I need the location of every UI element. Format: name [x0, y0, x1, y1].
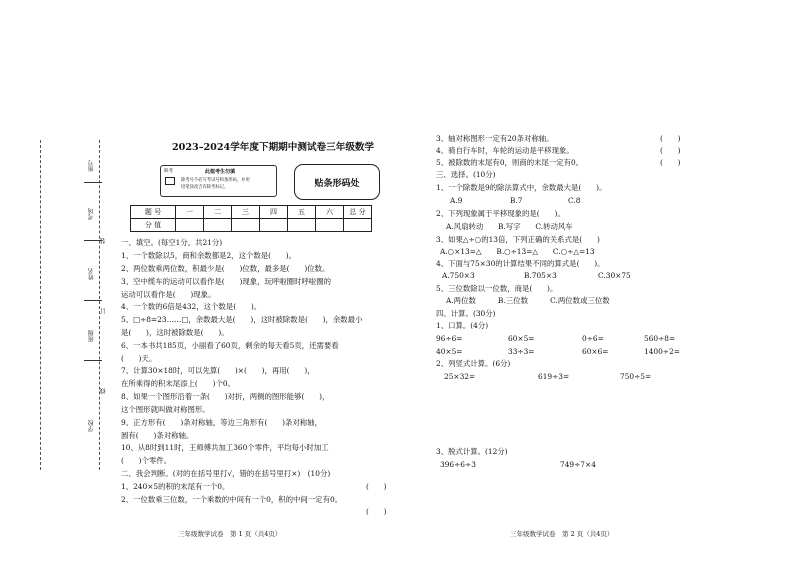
score-cell: 五	[288, 206, 316, 219]
question-line: 3、空中缆车的运动可以看作是( )现象，玩呼啦圈时呼啦圈的	[121, 277, 332, 286]
score-cell: 分 值	[131, 219, 176, 232]
notice-line-2: 铅笔涂改吉有缺考标记。	[181, 185, 229, 190]
school-label: 学校	[88, 420, 95, 432]
question-line: 5、被除数的末尾有0，则商的末尾一定有0。	[436, 158, 584, 167]
answer-bracket[interactable]: ( )	[660, 158, 681, 167]
subsection-stepwise: 3、脱式计算。(12分)	[436, 447, 508, 456]
score-cell: 题 号	[131, 206, 176, 219]
notice-box	[160, 165, 277, 197]
score-cell[interactable]	[344, 219, 372, 232]
answer-bracket[interactable]: ( )	[366, 507, 387, 516]
binding-margin	[0, 0, 118, 561]
stepwise-item: 749÷7×4	[560, 460, 596, 469]
seat-number-label: 座号	[88, 160, 95, 172]
bind-word-zhuang: 装	[100, 238, 107, 244]
fill-line	[84, 240, 102, 241]
question-line: 5、□÷8=23……□，余数最大是( )，这时被除数是( )，余数最小	[121, 315, 363, 324]
question-line: 1、一个除数是9的除法算式中，余数最大是( )。	[436, 183, 607, 192]
score-cell: 四	[260, 206, 288, 219]
choice-option[interactable]: A.9	[450, 196, 463, 205]
score-cell[interactable]	[232, 219, 260, 232]
question-line: 6、一本书共185页，小丽看了60页，剩余的每天看5页，还需要看	[121, 341, 339, 350]
class-label: 班级	[88, 330, 95, 342]
notice-line-1: 除考号不必写考试号和条形码，并用	[181, 178, 250, 183]
fill-line	[84, 360, 102, 361]
fill-line	[84, 182, 102, 183]
question-line: 1、一个数除以5，商和余数都是2，这个数是( )。	[121, 251, 297, 260]
vertical-item: 750÷5=	[620, 372, 652, 381]
score-cell[interactable]	[316, 219, 344, 232]
question-line: 10、从8时到11时，王师傅共加工360个零件，平均每小时加工	[121, 443, 329, 452]
bind-word-xian: 线	[100, 388, 107, 394]
section-true-false: 二、我会判断。(对的在括号里打√，错的在括号里打×) (10分)	[121, 469, 331, 478]
bind-word-ding: 订	[100, 308, 107, 314]
score-table-value-row	[131, 219, 372, 232]
oral-item: 560÷8=	[644, 334, 676, 343]
binding-line-outer	[40, 140, 41, 470]
question-line: 4、下面与75×30的计算结果不同的算式是( )。	[436, 259, 605, 268]
question-line: 2、下列现象属于平移现象的是( )。	[436, 209, 565, 218]
question-line: 3、轴对称图形一定有20条对称轴。	[436, 134, 554, 143]
question-line: 圆有( )条对称轴。	[121, 431, 194, 440]
score-table	[130, 205, 372, 232]
stepwise-item: 396÷6÷3	[440, 460, 476, 469]
choice-option[interactable]: B.7	[510, 196, 523, 205]
question-line: 1、240×5的积的末尾有一个0。	[121, 482, 230, 491]
section-choice: 三、选择。(10分)	[436, 170, 496, 179]
choice-options[interactable]: A.两位数 B.三位数 C.两位数或三位数	[446, 296, 610, 305]
question-line: 5、三位数除以一位数，商是( )。	[436, 284, 558, 293]
page-footer-right: 三年级数学试卷 第 2 页（共4页）	[510, 530, 614, 538]
question-line: 3、如果△÷○的13倍，下列正确的关系式是( )	[436, 235, 600, 244]
page-footer-left: 三年级数学试卷 第 1 页（共4页）	[178, 530, 282, 538]
choice-option[interactable]: C.8	[568, 196, 581, 205]
question-line: ( )天。	[121, 354, 157, 363]
question-line: 2、一位数乘三位数，一个乘数的中间有一个0，积的中间一定有0。	[121, 495, 343, 504]
oral-item: 60×5=	[508, 334, 535, 343]
score-table-header-row	[131, 206, 372, 219]
oral-item: 96÷6=	[436, 334, 463, 343]
score-cell: 六	[316, 206, 344, 219]
question-line: 这个图形就叫做对称图形。	[121, 405, 210, 414]
choice-options[interactable]: A.○×13=△ B.○÷13=△ C.○÷△=13	[440, 247, 595, 256]
score-cell: 一	[176, 206, 204, 219]
question-line: 7、计算30×18时，可以先算( )×( )，再用( )，	[121, 366, 315, 375]
question-line: 2、两位数乘两位数，积最少是( )位数，最多是( )位数。	[121, 264, 330, 273]
question-line: 8、如果一个图形沿着一条( )对折，两侧的图形能够( )，	[121, 392, 330, 401]
barcode-area: 贴条形码处	[294, 164, 380, 200]
choice-option[interactable]: C.30×75	[598, 271, 631, 280]
choice-option[interactable]: A.750×3	[442, 271, 475, 280]
oral-item: 1400÷2=	[644, 347, 680, 356]
section-calculation: 四、计算。(30分)	[436, 309, 496, 318]
score-cell: 三	[232, 206, 260, 219]
subsection-oral: 1、口算。(4分)	[436, 321, 489, 330]
absent-checkbox[interactable]	[165, 177, 175, 185]
oral-item: 0÷6=	[582, 334, 604, 343]
exam-title: 2023–2024学年度下期期中测试卷三年级数学	[172, 142, 375, 153]
oral-item: 60×6=	[582, 347, 609, 356]
answer-bracket[interactable]: ( )	[660, 134, 681, 143]
notice-title: 此框考生勿填	[205, 169, 236, 175]
answer-bracket[interactable]: ( )	[366, 482, 387, 491]
choice-option[interactable]: B.705×3	[524, 271, 557, 280]
oral-item: 40×5=	[436, 347, 463, 356]
question-line: 是( )，这时被除数是( )。	[121, 328, 229, 337]
choice-options[interactable]: A.风扇转动 B.写字 C.转动风车	[446, 222, 573, 231]
vertical-item: 619÷3=	[538, 372, 570, 381]
score-cell: 总 分	[344, 206, 372, 219]
vertical-item: 25×32=	[444, 372, 476, 381]
question-line: 4、一个数的6倍是432，这个数是( )。	[121, 302, 262, 311]
answer-bracket[interactable]: ( )	[660, 146, 681, 155]
score-cell: 二	[204, 206, 232, 219]
score-cell[interactable]	[176, 219, 204, 232]
binding-line-inner	[99, 140, 100, 470]
score-cell[interactable]	[260, 219, 288, 232]
subsection-vertical: 2、列竖式计算。(6分)	[436, 359, 511, 368]
absent-label: 缺考	[164, 169, 173, 174]
fill-line	[84, 300, 102, 301]
question-line: ( )个零件。	[121, 456, 172, 465]
score-cell[interactable]	[204, 219, 232, 232]
exam-room-label: 考场	[88, 208, 95, 220]
question-line: 在所乘得的积末尾添上( )个0。	[121, 379, 235, 388]
question-line: 4、骑自行车时，车轮的运动是平移现象。	[436, 146, 574, 155]
question-line: 运动可以看作是( )现象。	[121, 290, 216, 299]
score-cell[interactable]	[288, 219, 316, 232]
question-line: 9、正方形有( )条对称轴，等边三角形有( )条对称轴，	[121, 418, 323, 427]
section-fill-blank: 一、填空。(每空1分，共21分)	[121, 238, 223, 247]
oral-item: 33÷3=	[508, 347, 535, 356]
name-label: 姓名	[88, 268, 95, 280]
